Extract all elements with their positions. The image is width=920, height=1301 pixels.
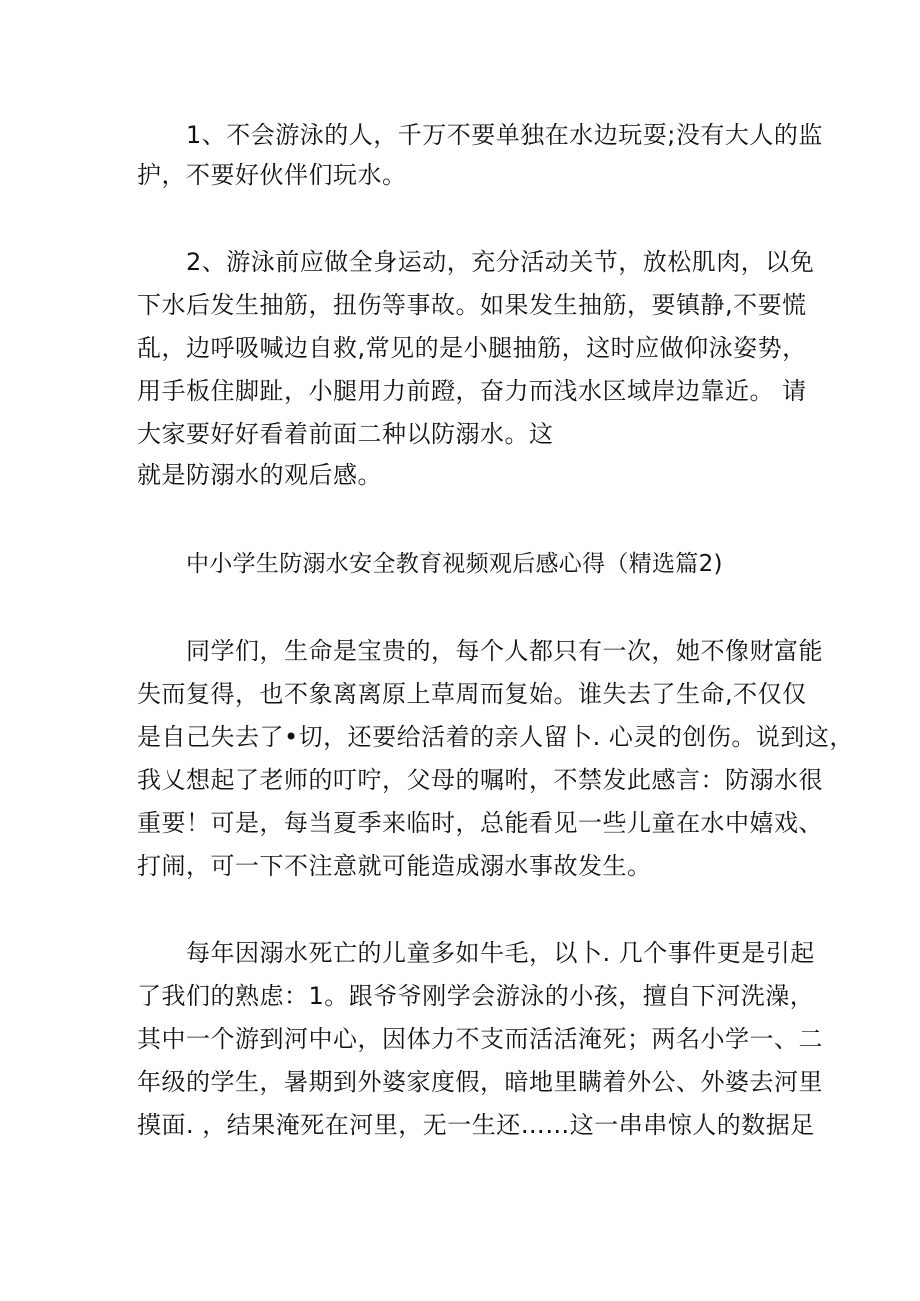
para2-line6: 就是防溺水的观后感。 [137,461,382,489]
para3-line2: 失而复得，也不象离离原上草周而复始。谁失去了生命,不仅仅 [137,680,807,708]
para4-line4: 年级的学生，暑期到外婆家度假，暗地里瞒着外公、外婆去河里 [137,1068,823,1096]
para2-line3: 乱，边呼吸喊边自救,常见的是小腿抽筋，这时应做仰泳姿势， [137,334,807,362]
para2-line1: 2、游泳前应做全身运动，充分活动关节，放松肌肉，以免 [186,248,815,276]
para2-line2: 下水后发生抽筋，扭伤等事故。如果发生抽筋，要镇静,不要慌 [137,291,807,319]
para1-line2: 护，不要好伙伴们玩水。 [137,161,407,189]
para3-line5: 重要！可是，每当夏季来临时，总能看见一些儿童在水中嬉戏、 [137,809,823,837]
para3-line6: 打闹，可一下不注意就可能造成溺水事故发生。 [137,852,652,880]
section-title: 中小学生防溺水安全教育视频观后感心得（精选篇2) [186,551,723,577]
para3-line3: 是自己失去了•切，还要给活着的亲人留卜. 心灵的创伤。说到这， [137,723,854,751]
para4-line2: 了我们的熟虑：1。跟爷爷刚学会游泳的小孩，擅自下河洗澡， [137,982,815,1010]
para2-line5: 大家要好好看着前面二种以防溺水。这 [137,420,554,448]
para4-line5: 摸面. ，结果淹死在河里，无一生还……这一串串惊人的数据足 [137,1111,815,1139]
para1-line1: 1、不会游泳的人，千万不要单独在水边玩耍;没有大人的监 [186,121,823,149]
para2-line4: 用手板住脚趾，小腿用力前蹬，奋力而浅水区域岸边靠近。 请 [137,377,807,405]
para3-line4: 我乂想起了老师的叮咛，父母的嘱咐，不禁发此感言：防溺水很 [137,766,823,794]
para4-line1: 每年因溺水死亡的儿童多如牛毛，以卜. 几个事件更是引起 [186,939,815,967]
para4-line3: 其中一个游到河中心，因体力不支而活活淹死；两名小学一、二 [137,1025,823,1053]
para3-line1: 同学们，生命是宝贵的，每个人都只有一次，她不像财富能 [186,637,823,665]
